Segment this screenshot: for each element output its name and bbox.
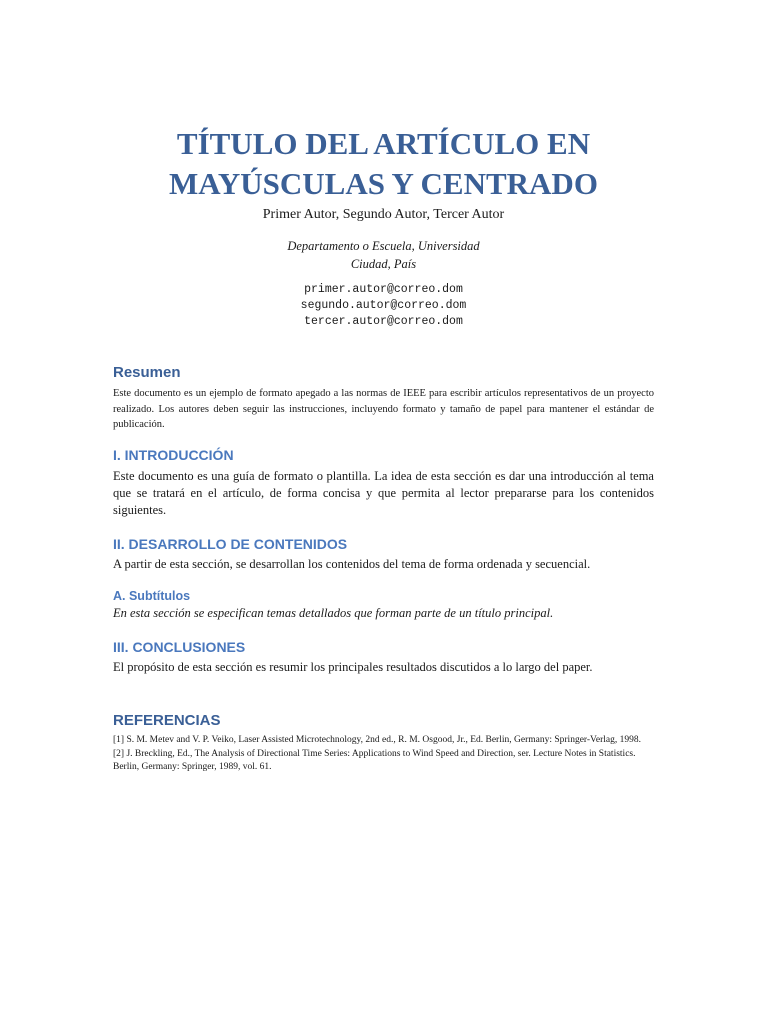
- section-text-introduction: Este documento es una guía de formato o plantilla. La idea de esta sección es dar una introducción al tema que se tratará en el artículo, de forma concisa y que permita al lector prepararse para los contenidos siguientes.: [113, 469, 654, 517]
- paper-title: [113, 124, 654, 204]
- author-list: Primer Autor, Segundo Autor, Tercer Autor: [262, 207, 505, 222]
- reference-item: [2] J. Breckling, Ed., The Analysis of Directional Time Series: Applications to Wind Speed and Direction, ser. Lecture Notes in Statistics. Berlin, Germany: Springer, 1989, vol. 61.: [113, 748, 636, 772]
- subsection-text-subtitles: En esta sección se especifican temas detallados que forman parte de un título principal.: [113, 606, 554, 620]
- affiliation-line-1: Departamento o Escuela, Universidad: [287, 239, 480, 253]
- email-list: [113, 282, 654, 330]
- references-heading: REFERENCIAS: [113, 712, 221, 729]
- email-3: tercer.autor@correo.dom: [304, 315, 463, 328]
- affiliation-line-2: Ciudad, País: [350, 257, 417, 271]
- title-line-2: MAYÚSCULAS Y CENTRADO: [169, 166, 598, 201]
- section-text-development: A partir de esta sección, se desarrollan los contenidos del tema de forma ordenada y secuencial.: [113, 557, 591, 571]
- section-heading-introduction: I. INTRODUCCIÓN: [113, 447, 234, 463]
- email-2: segundo.autor@correo.dom: [300, 299, 467, 312]
- reference-list: [113, 734, 654, 775]
- section-text-conclusions: El propósito de esta sección es resumir los principales resultados discutidos a lo largo del paper.: [113, 660, 593, 674]
- abstract-text: Este documento es un ejemplo de formato apegado a las normas de IEEE para escribir artículos representativos de un proyecto realizado. Los autores deben seguir las instrucciones, incluyendo formato y tamaño de papel para mantener el estándar de publicación.: [113, 388, 654, 430]
- abstract-heading: Resumen: [113, 364, 181, 381]
- section-heading-development: II. DESARROLLO DE CONTENIDOS: [113, 536, 348, 552]
- title-line-1: TÍTULO DEL ARTÍCULO EN: [176, 126, 591, 161]
- subsection-heading-subtitles: A. Subtítulos: [113, 589, 191, 603]
- section-heading-conclusions: III. CONCLUSIONES: [113, 639, 246, 655]
- affiliation: [113, 237, 654, 273]
- email-1: primer.autor@correo.dom: [304, 283, 463, 296]
- reference-item: [1] S. M. Metev and V. P. Veiko, Laser Assisted Microtechnology, 2nd ed., R. M. Osgood, Jr., Ed. Berlin, Germany: Springer-Verlag, 1998.: [113, 735, 641, 745]
